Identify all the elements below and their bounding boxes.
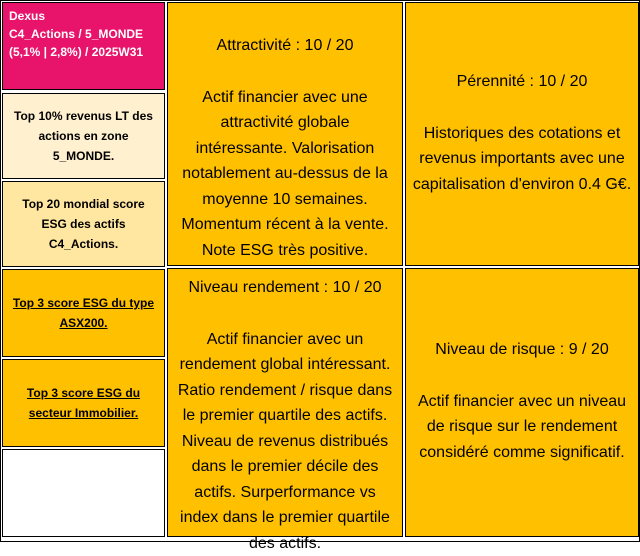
empty-cell bbox=[2, 449, 165, 537]
risque-title: Niveau de risque : 9 / 20 bbox=[412, 337, 632, 363]
asset-name: Dexus bbox=[9, 7, 158, 25]
risque-text: Actif financier avec un niveau de risque sur le rendement considéré comme significatif. bbox=[412, 389, 632, 466]
attractivite-panel bbox=[167, 2, 403, 266]
badge-top-esg-type[interactable] bbox=[2, 269, 165, 357]
rendement-text: Actif financier avec un rendement global intéressant. Ratio rendement / risque dans le premier quartile des actifs. Niveau de revenus distribués dans le premier décile des actifs. Surperformance vs index dans le premier quartile des actifs. bbox=[174, 327, 396, 556]
risque-panel bbox=[405, 268, 639, 537]
attractivite-title: Attractivité : 10 / 20 bbox=[174, 33, 396, 59]
perennite-panel bbox=[405, 2, 639, 266]
badge-top-revenus-label: Top 10% revenus LT des actions en zone 5_MONDE. bbox=[9, 106, 158, 166]
rendement-panel bbox=[167, 268, 403, 537]
rendement-title: Niveau rendement : 10 / 20 bbox=[174, 275, 396, 301]
perennite-text: Historiques des cotations et revenus importants avec une capitalisation d'environ 0.4 G€. bbox=[412, 121, 632, 198]
badge-top-esg-mondial-label: Top 20 mondial score ESG des actifs C4_Actions. bbox=[9, 194, 158, 254]
asset-header bbox=[2, 2, 165, 90]
attractivite-text: Actif financier avec une attractivité globale intéressante. Valorisation notablement au-dessus de la moyenne 10 semaines. Momentum récent à la vente. Note ESG très positive. bbox=[174, 85, 396, 264]
asset-metrics-week: (5,1% | 2,8%) / 2025W31 bbox=[9, 43, 158, 61]
asset-class-zone: C4_Actions / 5_MONDE bbox=[9, 25, 158, 43]
badge-top-esg-mondial bbox=[2, 181, 165, 267]
badge-top-esg-type-link[interactable]: Top 3 score ESG du type ASX200. bbox=[9, 293, 158, 333]
perennite-title: Pérennité : 10 / 20 bbox=[412, 69, 632, 95]
badge-top-revenus bbox=[2, 93, 165, 179]
badge-top-esg-secteur[interactable] bbox=[2, 359, 165, 447]
badge-top-esg-secteur-link[interactable]: Top 3 score ESG du secteur Immobilier. bbox=[9, 383, 158, 423]
